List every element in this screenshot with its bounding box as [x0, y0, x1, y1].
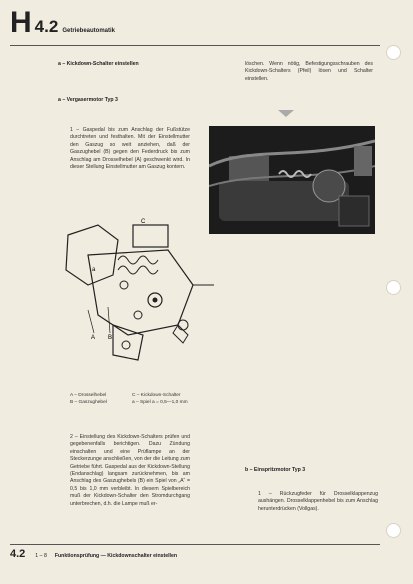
- legend-item: C – Kickdown-Schalter: [132, 393, 181, 398]
- legend-item: A – Drosselhebel: [70, 393, 107, 398]
- arrow-down-icon: [278, 110, 294, 117]
- legend-item: a – Spiel a = 0,5—1,0 mm: [132, 400, 188, 405]
- punch-hole: [386, 523, 401, 538]
- punch-hole: [386, 45, 401, 60]
- section-title: Getriebeautomatik: [62, 28, 115, 34]
- section-number: 4.2: [34, 17, 59, 36]
- engine-photo: [209, 126, 375, 234]
- footer-page-range: 1 – 8: [35, 553, 47, 559]
- diagram-label-a: a: [92, 267, 96, 273]
- diagram-label-a-lever: A: [91, 335, 96, 341]
- page-header: [10, 8, 115, 38]
- step-1-text: 1 – Gaspedal bis zum Anschlag der Fußstütze durchtreten und festhalten. Mit der Einstellmutter den Gaszug so weit anziehen, daß der Gaszughebel (B) gegen den Federdruck bis zum Anschlag am Drosselhebel (A) geschwenkt wird. In dieser Stellung Einstellmutter am Gaszug kontern.: [70, 127, 190, 171]
- chapter-letter: H: [10, 6, 32, 39]
- page-footer: [10, 548, 177, 560]
- header-divider: [10, 45, 380, 46]
- punch-hole: [386, 280, 401, 295]
- subsection-a1-heading: a – Vergasermotor Typ 3: [58, 97, 118, 103]
- step-2-text: 2 – Einstellung des Kickdown-Schalters prüfen und gegebenenfalls berichtigen. Dazu Zündung einschalten und eine Prüflampe an der Steckerzunge anschließen, von der die Leitung zum Getriebe führt. Gaspedal aus der Kickdown-Stellung (Endanschlag) langsam zurücknehmen, bis am Anschlag des Gaszughebels (B) ein Spiel von „A“ = 0,5 bis 1,0 mm verbleibt. In diesem Spielbereich muß der Kickdown-Schalter den Stromdurchgang unterbrechen, d.h. die Lampe muß er-: [70, 434, 190, 507]
- step-b1-text: 1 – Rückzugfeder für Drosselklappenzug aushängen. Drosselklappenhebel bis zum Anschlag herunterdrücken (Vollgas).: [258, 491, 378, 512]
- legend-item: B – Gaszughebel: [70, 400, 107, 405]
- diagram-label-c: C: [141, 219, 146, 225]
- kickdown-diagram: [58, 215, 216, 367]
- footer-title: Funktionsprüfung — Kickdownschalter einstellen: [54, 553, 178, 559]
- legend-left: [70, 392, 107, 406]
- diagram-label-b: B: [108, 335, 113, 341]
- footer-divider: [10, 544, 380, 545]
- subsection-a-heading: a – Kickdown-Schalter einstellen: [58, 61, 139, 67]
- step-2-continued: löschen. Wenn nötig, Befestigungsschrauben des Kickdown-Schalters (Pfeil) lösen und Schalter einstellen.: [245, 61, 373, 82]
- subsection-b-heading: b – Einspritzmotor Typ 3: [245, 467, 306, 473]
- footer-section-number: 4.2: [10, 548, 26, 560]
- legend-right: [132, 392, 188, 406]
